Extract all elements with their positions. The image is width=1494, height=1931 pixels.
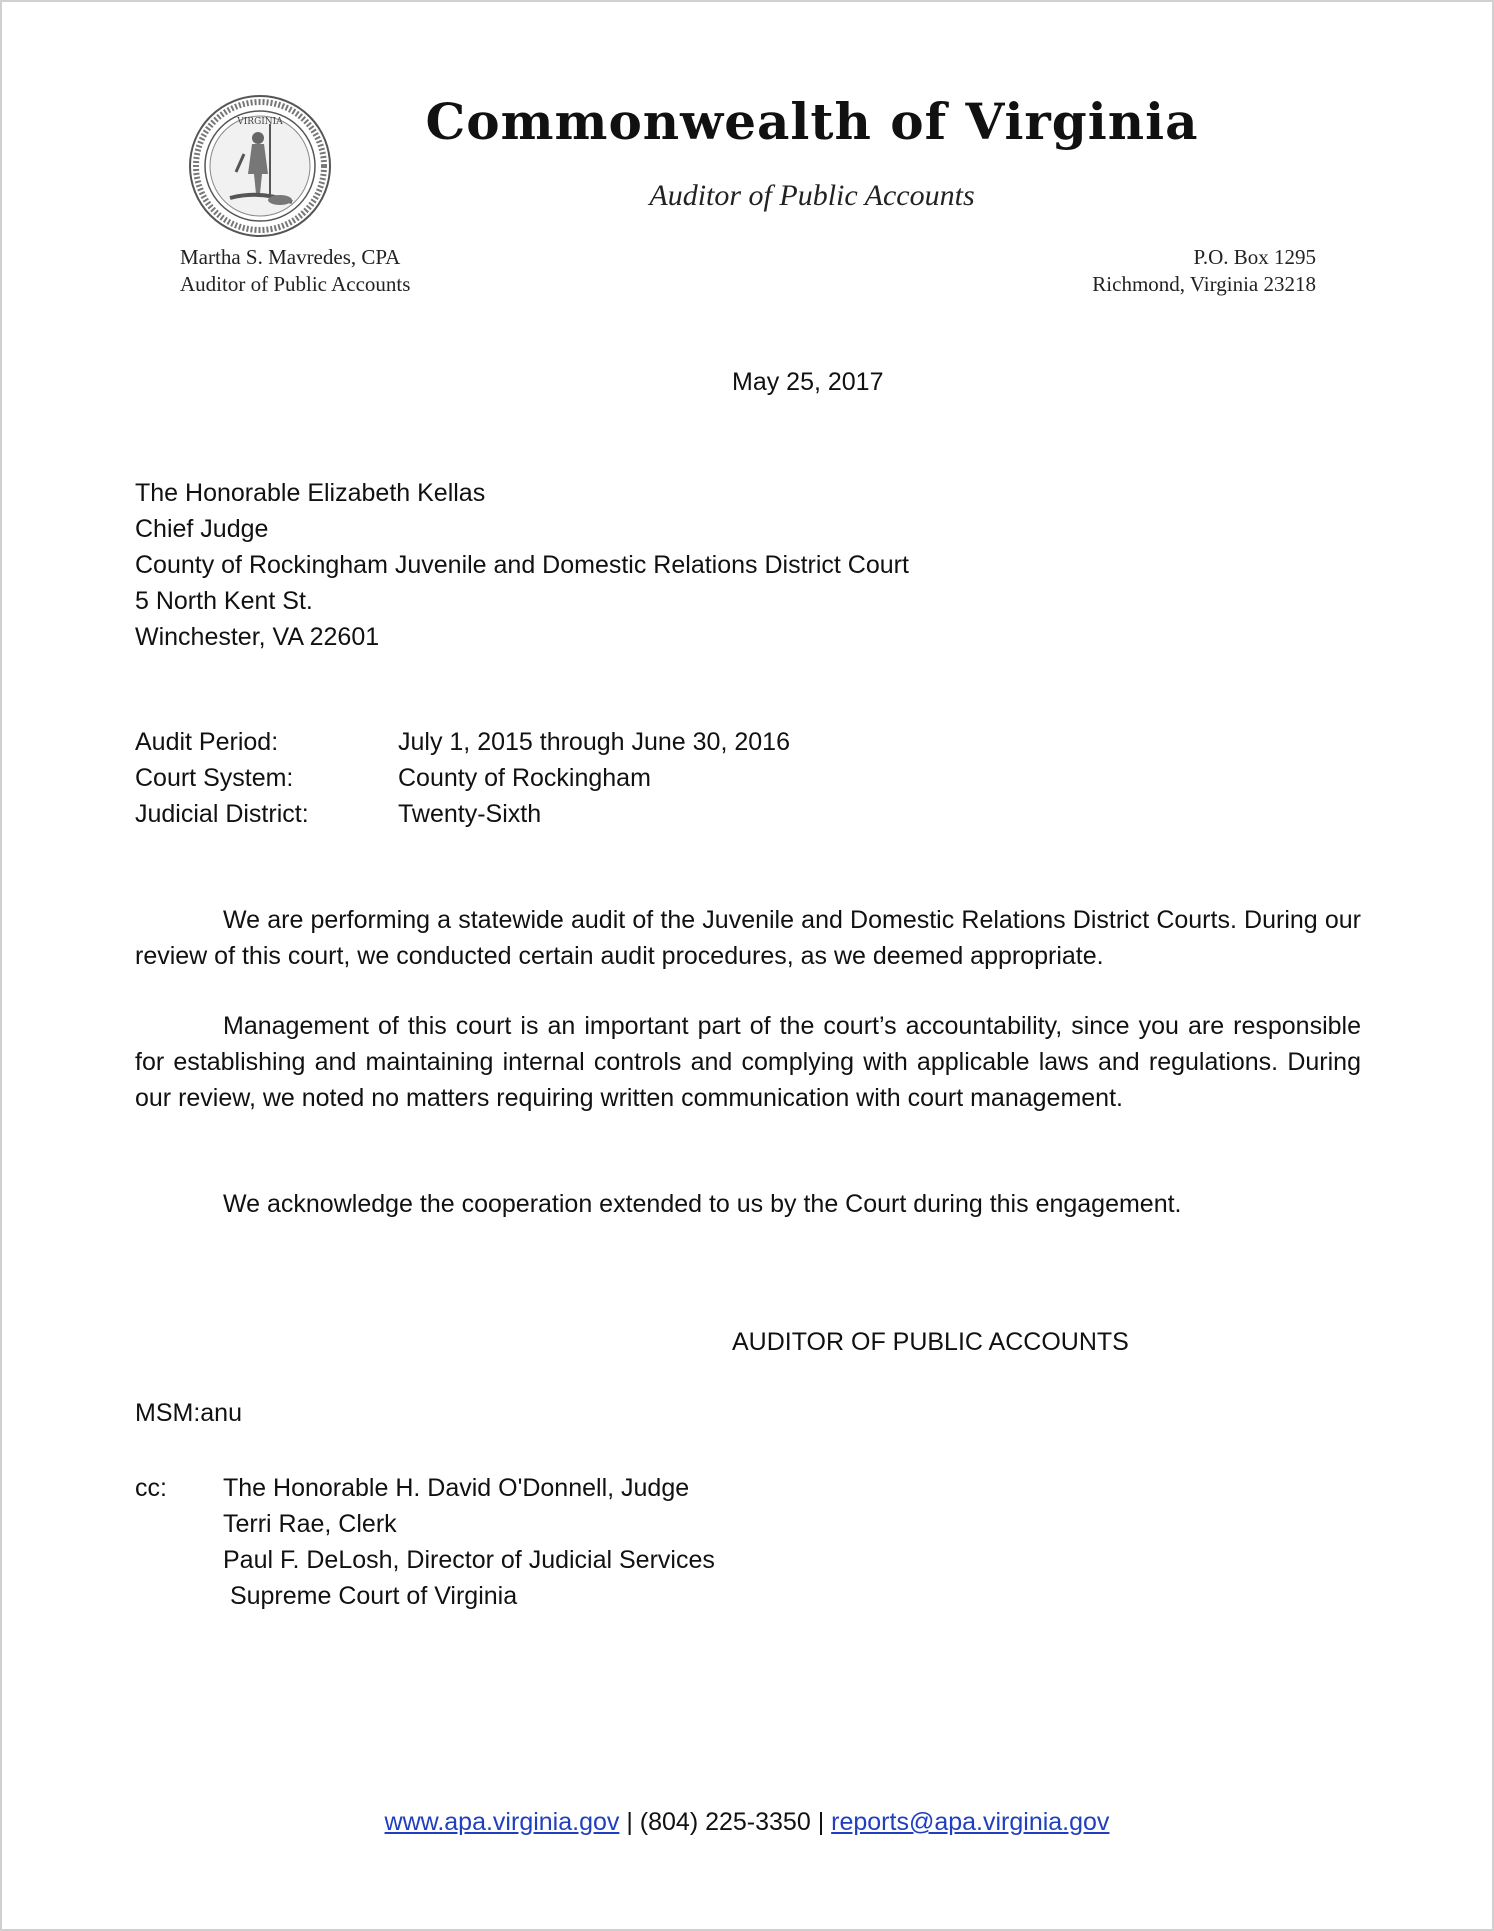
cc-label: cc: [135, 1474, 167, 1502]
audit-info-row [135, 796, 790, 832]
footer-separator: | [810, 1808, 832, 1836]
mailing-address-block [1092, 244, 1316, 298]
po-box: P.O. Box 1295 [1193, 245, 1316, 269]
cc-list [135, 1470, 715, 1614]
body-paragraph: Management of this court is an important part of the court’s accountability, since you are responsible for establishing and maintaining internal controls and complying with applicable laws and regulations. During our review, we noted no matters requiring written communication with court management. [135, 1012, 1361, 1112]
audit-info-value: Twenty-Sixth [398, 800, 542, 828]
signature-block: AUDITOR OF PUBLIC ACCOUNTS [732, 1328, 1129, 1356]
virginia-seal-icon [188, 94, 332, 238]
recipient-address [135, 475, 909, 655]
website-link[interactable]: www.apa.virginia.gov [384, 1808, 620, 1836]
footer-separator: | [619, 1808, 640, 1836]
email-link[interactable]: reports@apa.virginia.gov [831, 1808, 1110, 1836]
cc-recipient: Paul F. DeLosh, Director of Judicial Services [223, 1546, 715, 1574]
recipient-line: Chief Judge [135, 515, 269, 543]
letter-date: May 25, 2017 [732, 368, 884, 396]
cc-recipient: The Honorable H. David O'Donnell, Judge [223, 1474, 690, 1502]
audit-info-value: County of Rockingham [398, 764, 651, 792]
letterhead [382, 94, 1242, 213]
body-paragraph: We are performing a statewide audit of the Juvenile and Domestic Relations District Courts. During our review of this court, we conducted certain audit procedures, as we deemed appropriate. [135, 906, 1361, 970]
audit-info-label: Audit Period: [135, 728, 279, 756]
auditor-title: Auditor of Public Accounts [180, 272, 411, 296]
cc-recipient: Supreme Court of Virginia [223, 1582, 518, 1610]
svg-text:VIRGINIA: VIRGINIA [237, 117, 283, 127]
footer [2, 1808, 1492, 1837]
cc-recipients [223, 1470, 715, 1614]
recipient-line: 5 North Kent St. [135, 587, 313, 615]
cc-recipient: Terri Rae, Clerk [223, 1510, 397, 1538]
phone-number: (804) 225-3350 [639, 1808, 811, 1836]
recipient-line: Winchester, VA 22601 [135, 623, 380, 651]
recipient-line: County of Rockingham Juvenile and Domestic Relations District Court [135, 551, 909, 579]
city-state-zip: Richmond, Virginia 23218 [1092, 272, 1316, 296]
audit-info-table [135, 724, 790, 832]
audit-info-value: July 1, 2015 through June 30, 2016 [398, 728, 790, 756]
audit-info-row [135, 724, 790, 760]
typist-initials: MSM:anu [135, 1399, 242, 1427]
body-paragraph: We acknowledge the cooperation extended to us by the Court during this engagement. [223, 1190, 1182, 1218]
audit-info-label: Judicial District: [135, 800, 309, 828]
letterhead-subtitle: Auditor of Public Accounts [649, 179, 975, 212]
auditor-name: Martha S. Mavredes, CPA [180, 245, 401, 269]
auditor-name-block [180, 244, 410, 298]
recipient-line: The Honorable Elizabeth Kellas [135, 479, 486, 507]
audit-info-row [135, 760, 790, 796]
letterhead-title: Commonwealth of Virginia [425, 92, 1199, 151]
audit-info-label: Court System: [135, 764, 294, 792]
